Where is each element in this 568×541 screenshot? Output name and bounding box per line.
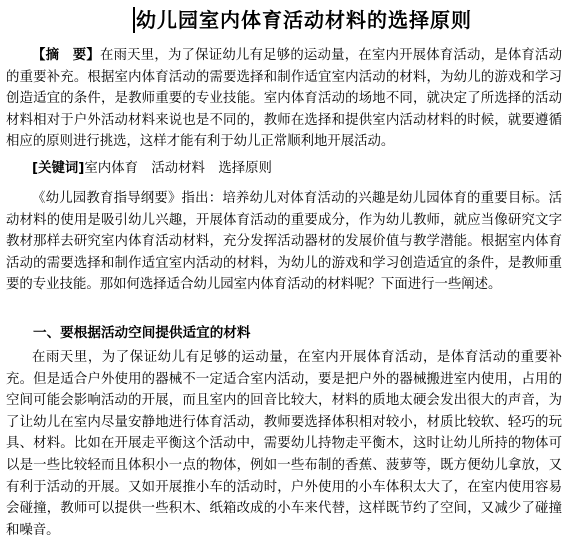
keywords-label: [关键词] (32, 161, 85, 176)
text-cursor (133, 7, 135, 33)
abstract-text: 在雨天里，为了保证幼儿有足够的运动量，在室内开展体育活动，是体育活动的重要补充。根据室内体育活动的需要选择和制作适宜室内活动的材料，为幼儿的游戏和学习创造适宜的条件，是教师重要的专业技能。室内体育活动的场地不同，就决定了所选择的活动材料相对于户外活动材料来说也是不同的，教师在选择和提供室内活动材料的时候，就要遵循相应的原则进行挑选，这样才能有利于幼儿正常顺利地开展活动。 (6, 48, 563, 150)
keywords-text: 室内体育 活动材料 选择原则 (84, 161, 272, 176)
abstract-label: 【摘 要】 (32, 48, 100, 63)
document-title: 幼儿园室内体育活动材料的选择原则 (136, 8, 472, 32)
section-body-paragraph: 在雨天里，为了保证幼儿有足够的运动量，在室内开展体育活动，是体育活动的重要补充。但是适合户外使用的器械不一定适合室内活动，要是把户外的器械搬进室内使用，占用的空间可能会影响活动的开展，而且室内的回音比较大，材料的质地太硬会发出很大的声音，为了让幼儿在室内尽量安静地进行体育活动，教师要选择体积相对较小，材质比较软、轻巧的玩具、材料。比如在开展走平衡这个活动中，需要幼儿持物走平衡木，这时让幼儿所持的物体可以是一些比较轻而且体积小一点的物体，例如一些布制的香蕉、菠萝等，既方便幼儿拿放，又有利于活动的开展。又如开展推小车的活动时，户外使用的小车体积太大了，在室内使用容易会碰撞，教师可以提供一些积木、纸箱改成的小车来代替，这样既节约了空间，又减少了碰撞和噪音。 (6, 350, 562, 538)
intro-paragraph: 《幼儿园教育指导纲要》指出：培养幼儿对体育活动的兴趣是幼儿园体育的重要目标。活动材料的使用是吸引幼儿兴趣，开展体育活动的重要成分，作为幼儿教师，就应当像研究文字教材那样去研究室内体育活动材料，充分发挥活动器材的发展价值与教学潜能。根据室内体育活动的需要选择和制作适宜室内活动的材料，为幼儿的游戏和学习创造适宜的条件，是教师重要的专业技能。那如何选择适合幼儿园室内体育活动的材料呢？下面进行一些阐述。 (6, 191, 562, 293)
section-heading: 一、要根据活动空间提供适宜的材料 (33, 325, 251, 341)
abstract-paragraph (6, 45, 562, 153)
keywords-paragraph (6, 158, 562, 180)
